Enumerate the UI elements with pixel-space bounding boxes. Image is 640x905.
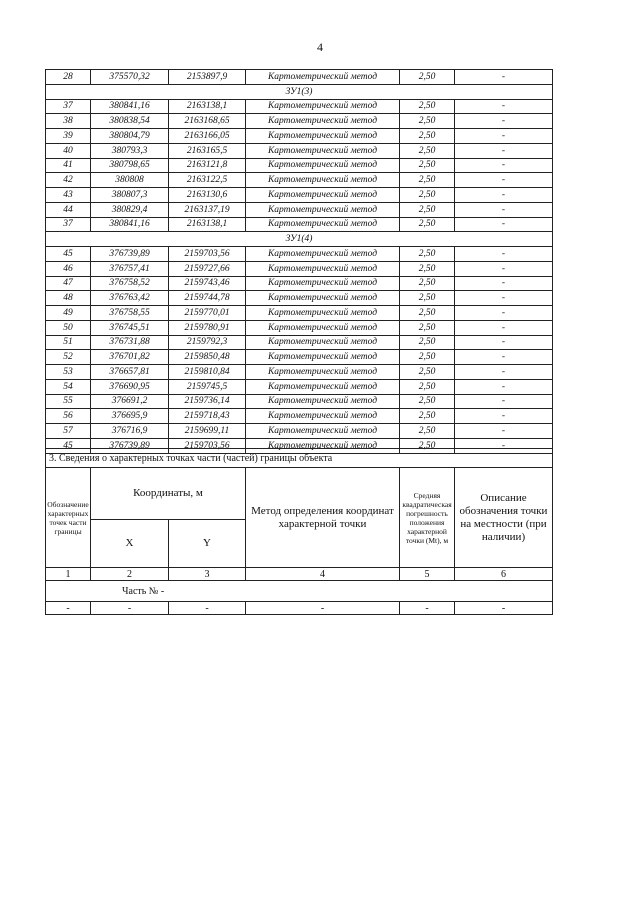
cell-n: 43 <box>46 188 91 203</box>
cell-x: 380807,3 <box>91 188 169 203</box>
cell-n: 50 <box>46 320 91 335</box>
cell-method: Картометрический метод <box>246 350 400 365</box>
cell-desc: - <box>455 306 553 321</box>
cell-y: 2159727,66 <box>169 261 246 276</box>
header-x: X <box>91 519 169 567</box>
cell-n: 40 <box>46 143 91 158</box>
header-coordinates: Координаты, м <box>91 468 246 520</box>
dash-cell: - <box>46 602 91 615</box>
cell-method: Картометрический метод <box>246 394 400 409</box>
cell-desc: - <box>455 276 553 291</box>
cell-y: 2159770,01 <box>169 306 246 321</box>
cell-desc: - <box>455 99 553 114</box>
cell-desc: - <box>455 173 553 188</box>
table-row <box>46 247 553 262</box>
table-row <box>46 394 553 409</box>
cell-x: 376691,2 <box>91 394 169 409</box>
group-label: ЗУ1(3) <box>46 84 553 99</box>
cell-n: 52 <box>46 350 91 365</box>
cell-mt: 2,50 <box>400 276 455 291</box>
cell-n: 42 <box>46 173 91 188</box>
cell-n: 56 <box>46 409 91 424</box>
table-row <box>46 409 553 424</box>
cell-desc: - <box>455 217 553 232</box>
table-row <box>46 202 553 217</box>
cell-x: 376745,51 <box>91 320 169 335</box>
cell-desc: - <box>455 379 553 394</box>
cell-desc: - <box>455 291 553 306</box>
cell-x: 380798,65 <box>91 158 169 173</box>
cell-n: 46 <box>46 261 91 276</box>
table-row <box>46 306 553 321</box>
cell-mt: 2,50 <box>400 188 455 203</box>
cell-mt: 2,50 <box>400 394 455 409</box>
cell-mt: 2,50 <box>400 261 455 276</box>
cell-y: 2159699,11 <box>169 424 246 439</box>
cell-mt: 2,50 <box>400 99 455 114</box>
cell-method: Картометрический метод <box>246 202 400 217</box>
cell-mt: 2,50 <box>400 409 455 424</box>
cell-desc: - <box>455 424 553 439</box>
cell-x: 380838,54 <box>91 114 169 129</box>
cell-method: Картометрический метод <box>246 143 400 158</box>
cell-x: 376758,52 <box>91 276 169 291</box>
table-row <box>46 379 553 394</box>
cell-n: 39 <box>46 129 91 144</box>
cell-method: Картометрический метод <box>246 158 400 173</box>
group-row <box>46 84 553 99</box>
cell-x: 380829,4 <box>91 202 169 217</box>
header-description: Описание обозначения точки на местности (при наличии) <box>455 468 553 568</box>
cell-mt: 2,50 <box>400 438 455 453</box>
cell-x: 376758,55 <box>91 306 169 321</box>
cell-y: 2159744,78 <box>169 291 246 306</box>
cell-method: Картометрический метод <box>246 247 400 262</box>
cell-desc: - <box>455 409 553 424</box>
cell-y: 2163138,1 <box>169 217 246 232</box>
cell-method: Картометрический метод <box>246 438 400 453</box>
cell-method: Картометрический метод <box>246 335 400 350</box>
cell-y: 2159850,48 <box>169 350 246 365</box>
cell-n: 57 <box>46 424 91 439</box>
table-row <box>46 320 553 335</box>
table-row <box>46 158 553 173</box>
table-row <box>46 173 553 188</box>
group-label: ЗУ1(4) <box>46 232 553 247</box>
cell-n: 44 <box>46 202 91 217</box>
header-designation: Обозначение характерных точек части границы <box>46 468 91 568</box>
cell-n: 45 <box>46 247 91 262</box>
table-row <box>46 129 553 144</box>
section3-title: 3. Сведения о характерных точках части (частей) границы объекта <box>46 449 553 468</box>
cell-desc: - <box>455 70 553 85</box>
cell-method: Картометрический метод <box>246 379 400 394</box>
page-number: 4 <box>317 40 323 54</box>
cell-x: 376739,89 <box>91 438 169 453</box>
cell-y: 2163122,5 <box>169 173 246 188</box>
cell-y: 2163166,05 <box>169 129 246 144</box>
cell-y: 2163121,8 <box>169 158 246 173</box>
cell-n: 47 <box>46 276 91 291</box>
col-number: 6 <box>455 568 553 581</box>
cell-n: 48 <box>46 291 91 306</box>
cell-x: 376757,41 <box>91 261 169 276</box>
table-row <box>46 99 553 114</box>
cell-y: 2163130,6 <box>169 188 246 203</box>
cell-desc: - <box>455 129 553 144</box>
cell-x: 380841,16 <box>91 217 169 232</box>
header-method: Метод определения координат характерной точки <box>246 468 400 568</box>
cell-n: 53 <box>46 365 91 380</box>
cell-x: 380841,16 <box>91 99 169 114</box>
cell-mt: 2,50 <box>400 143 455 158</box>
cell-y: 2159736,14 <box>169 394 246 409</box>
cell-x: 376701,82 <box>91 350 169 365</box>
col-number: 1 <box>46 568 91 581</box>
cell-mt: 2,50 <box>400 379 455 394</box>
cell-n: 37 <box>46 217 91 232</box>
table-row <box>46 365 553 380</box>
cell-y: 2159718,43 <box>169 409 246 424</box>
dash-cell: - <box>400 602 455 615</box>
cell-n: 51 <box>46 335 91 350</box>
cell-method: Картометрический метод <box>246 320 400 335</box>
cell-method: Картометрический метод <box>246 306 400 321</box>
dash-cell: - <box>246 602 400 615</box>
cell-mt: 2,50 <box>400 247 455 262</box>
table-row <box>46 70 553 85</box>
cell-method: Картометрический метод <box>246 114 400 129</box>
cell-desc: - <box>455 158 553 173</box>
cell-desc: - <box>455 394 553 409</box>
table-row <box>46 424 553 439</box>
table-row <box>46 188 553 203</box>
cell-x: 380793,3 <box>91 143 169 158</box>
cell-desc: - <box>455 188 553 203</box>
cell-mt: 2,50 <box>400 350 455 365</box>
cell-y: 2163168,65 <box>169 114 246 129</box>
cell-method: Картометрический метод <box>246 217 400 232</box>
cell-n: 54 <box>46 379 91 394</box>
cell-n: 37 <box>46 99 91 114</box>
header-accuracy: Средняя квадратическая погрешность положения характерной точки (Мt), м <box>400 468 455 568</box>
cell-x: 376690,95 <box>91 379 169 394</box>
table-row <box>46 291 553 306</box>
cell-mt: 2,50 <box>400 173 455 188</box>
cell-y: 2159745,5 <box>169 379 246 394</box>
cell-n: 41 <box>46 158 91 173</box>
cell-method: Картометрический метод <box>246 365 400 380</box>
cell-method: Картометрический метод <box>246 409 400 424</box>
cell-x: 376657,81 <box>91 365 169 380</box>
dash-cell: - <box>169 602 246 615</box>
cell-x: 376716,9 <box>91 424 169 439</box>
table-row <box>46 143 553 158</box>
coordinates-table <box>45 69 553 454</box>
cell-desc: - <box>455 350 553 365</box>
cell-mt: 2,50 <box>400 129 455 144</box>
table-row <box>46 335 553 350</box>
cell-x: 376739,89 <box>91 247 169 262</box>
col-number: 2 <box>91 568 169 581</box>
cell-n: 28 <box>46 70 91 85</box>
col-number: 3 <box>169 568 246 581</box>
cell-desc: - <box>455 202 553 217</box>
cell-method: Картометрический метод <box>246 99 400 114</box>
cell-mt: 2,50 <box>400 320 455 335</box>
dash-cell: - <box>455 602 553 615</box>
part-label: Часть № - <box>46 581 553 602</box>
cell-n: 45 <box>46 438 91 453</box>
cell-mt: 2,50 <box>400 291 455 306</box>
cell-n: 38 <box>46 114 91 129</box>
cell-y: 2159743,46 <box>169 276 246 291</box>
cell-method: Картометрический метод <box>246 129 400 144</box>
col-number: 5 <box>400 568 455 581</box>
cell-n: 49 <box>46 306 91 321</box>
group-row <box>46 232 553 247</box>
cell-x: 380804,79 <box>91 129 169 144</box>
cell-mt: 2,50 <box>400 202 455 217</box>
cell-mt: 2,50 <box>400 365 455 380</box>
cell-desc: - <box>455 114 553 129</box>
table-row <box>46 114 553 129</box>
table-row <box>46 261 553 276</box>
cell-mt: 2,50 <box>400 217 455 232</box>
cell-method: Картометрический метод <box>246 261 400 276</box>
cell-desc: - <box>455 438 553 453</box>
cell-method: Картометрический метод <box>246 188 400 203</box>
cell-method: Картометрический метод <box>246 173 400 188</box>
cell-x: 380808 <box>91 173 169 188</box>
table-row <box>46 276 553 291</box>
cell-y: 2159792,3 <box>169 335 246 350</box>
cell-x: 375570,32 <box>91 70 169 85</box>
cell-desc: - <box>455 261 553 276</box>
cell-method: Картометрический метод <box>246 70 400 85</box>
cell-x: 376731,88 <box>91 335 169 350</box>
section3-table <box>45 448 553 615</box>
cell-desc: - <box>455 247 553 262</box>
cell-method: Картометрический метод <box>246 276 400 291</box>
cell-method: Картометрический метод <box>246 424 400 439</box>
cell-desc: - <box>455 143 553 158</box>
cell-y: 2159703,56 <box>169 247 246 262</box>
cell-mt: 2,50 <box>400 424 455 439</box>
cell-mt: 2,50 <box>400 335 455 350</box>
header-y: Y <box>169 519 246 567</box>
cell-y: 2159703,56 <box>169 438 246 453</box>
cell-mt: 2,50 <box>400 158 455 173</box>
cell-y: 2163165,5 <box>169 143 246 158</box>
dash-cell: - <box>91 602 169 615</box>
cell-mt: 2,50 <box>400 306 455 321</box>
cell-mt: 2,50 <box>400 70 455 85</box>
table-row <box>46 350 553 365</box>
cell-method: Картометрический метод <box>246 291 400 306</box>
col-number: 4 <box>246 568 400 581</box>
cell-y: 2163138,1 <box>169 99 246 114</box>
cell-desc: - <box>455 320 553 335</box>
cell-n: 55 <box>46 394 91 409</box>
cell-y: 2159810,84 <box>169 365 246 380</box>
cell-desc: - <box>455 335 553 350</box>
cell-x: 376695,9 <box>91 409 169 424</box>
cell-x: 376763,42 <box>91 291 169 306</box>
cell-y: 2153897,9 <box>169 70 246 85</box>
table-row <box>46 217 553 232</box>
cell-mt: 2,50 <box>400 114 455 129</box>
cell-desc: - <box>455 365 553 380</box>
cell-y: 2163137,19 <box>169 202 246 217</box>
cell-y: 2159780,91 <box>169 320 246 335</box>
